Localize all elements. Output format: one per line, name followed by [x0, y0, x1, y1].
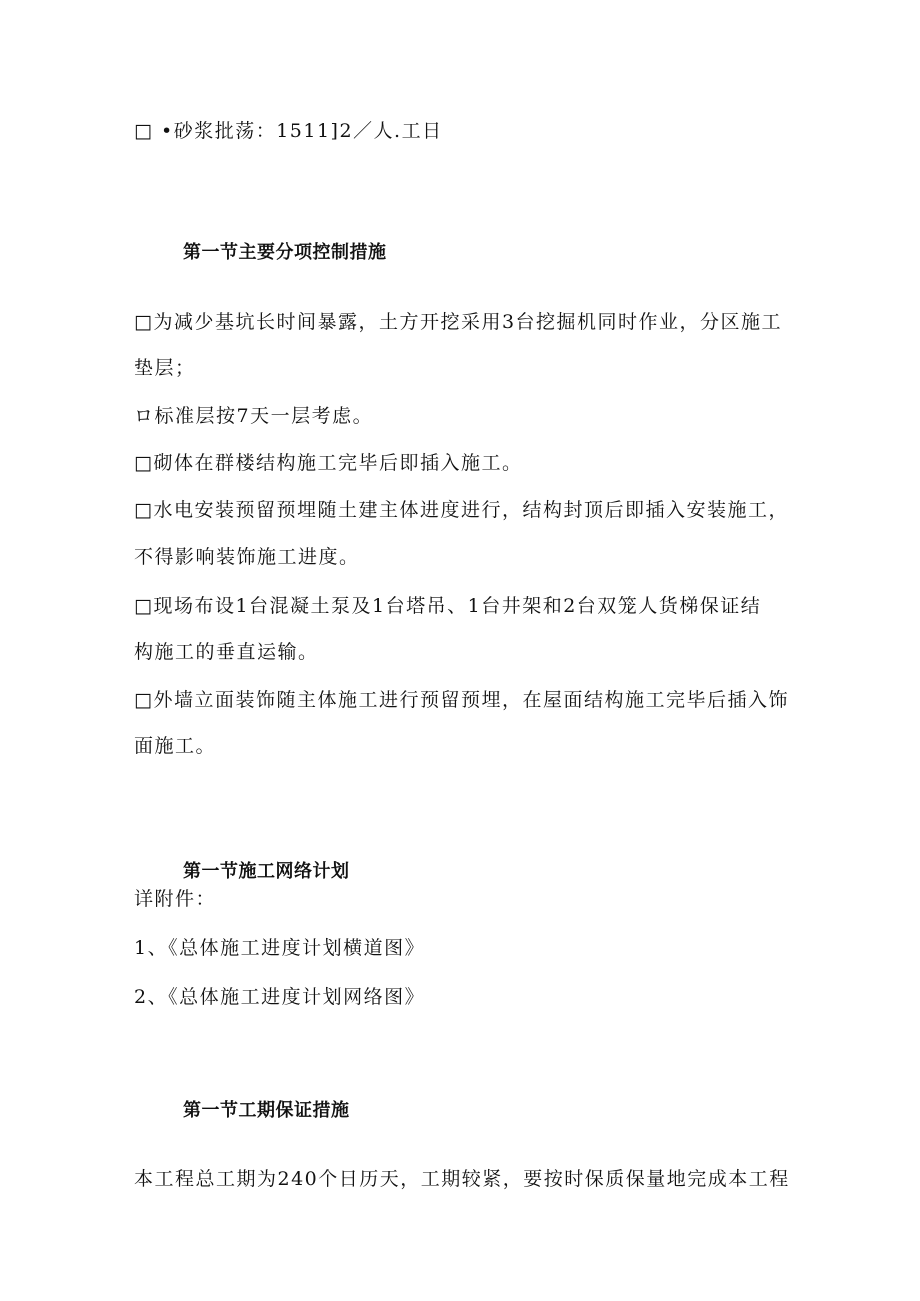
section-heading-network-plan: 第一节施工网络计划	[183, 861, 350, 882]
paragraph-line: 不得影响装饰施工进度。	[134, 546, 360, 568]
paragraph-line: □水电安装预留预埋随土建主体进度进行，结构封顶后即插入安装施工，	[134, 499, 789, 521]
paragraph-line: 面施工。	[134, 735, 217, 757]
mortar-plastering-line: □ •砂浆批荡：1511]2／人.工日	[134, 120, 443, 142]
paragraph-line: 构施工的垂直运输。	[134, 641, 319, 663]
attachment-item-network: 2、《总体施工进度计划网络图》	[134, 986, 426, 1008]
paragraph-line: □为减少基坑长时间暴露，土方开挖采用3台挖掘机同时作业，分区施工	[134, 311, 783, 333]
paragraph-line: ロ标准层按7天一层考虑。	[134, 405, 374, 427]
paragraph-line: □外墙立面装饰随主体施工进行预留预埋，在屋面结构施工完毕后插入饰	[134, 689, 789, 711]
paragraph-line: 本工程总工期为240个日历天，工期较紧，要按时保质保量地完成本工程	[134, 1168, 790, 1190]
section-heading-control-measures: 第一节主要分项控制措施	[183, 242, 387, 263]
attachment-intro: 详附件：	[134, 888, 217, 910]
paragraph-line: 垫层；	[134, 357, 196, 379]
section-heading-schedule-guarantee: 第一节工期保证措施	[183, 1100, 350, 1121]
paragraph-line: □砌体在群楼结构施工完毕后即插入施工。	[134, 452, 523, 474]
attachment-item-gantt: 1、《总体施工进度计划横道图》	[134, 937, 426, 959]
paragraph-line: □现场布设1台混凝土泵及1台塔吊、1台井架和2台双笼人货梯保证结	[134, 595, 762, 617]
